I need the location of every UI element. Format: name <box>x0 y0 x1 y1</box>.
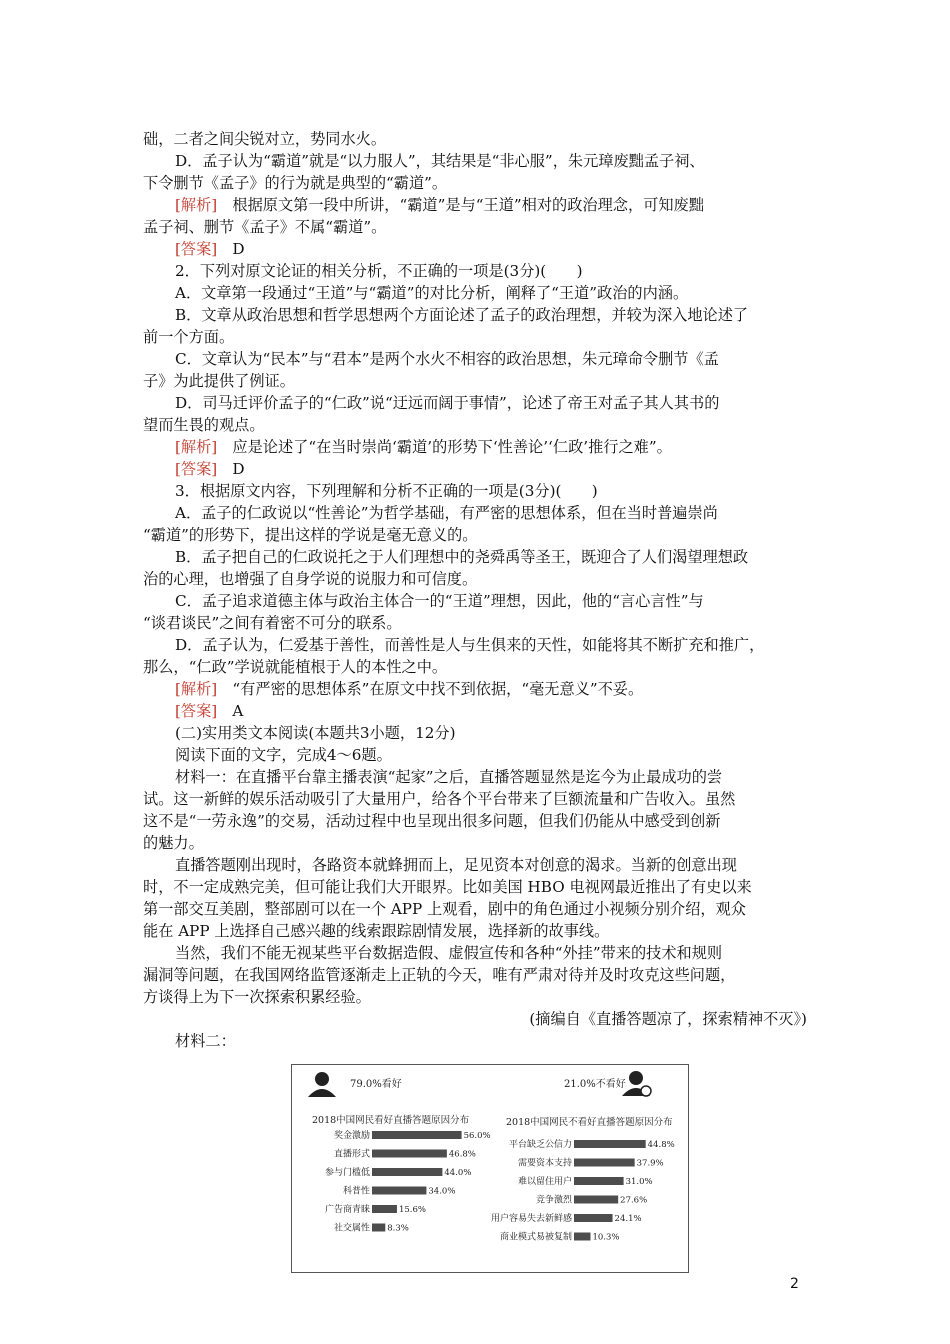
bar-value-label: 10.3% <box>592 1232 620 1243</box>
bar-category-label: 用户容易失去新鲜感 <box>490 1214 572 1224</box>
answer-tag: [答案] <box>175 702 218 720</box>
question-2: 2．下列对原文论证的相关分析，不正确的一项是(3分)( ) <box>175 262 583 280</box>
chart-left-title: 2018中国网民看好直播答题原因分布 <box>312 1115 470 1126</box>
person-icon <box>622 1071 651 1096</box>
analysis-line <box>175 194 845 216</box>
bar-value-label: 8.3% <box>387 1223 409 1234</box>
bar-category-label: 直播形式 <box>333 1149 370 1160</box>
text-line: 第一部交互美剧，整部剧可以在一个 APP 上观看，剧中的角色通过小视频分别介绍，观众 <box>143 900 746 918</box>
answer-text: D <box>232 460 245 478</box>
bar-category-label: 参与门槛低 <box>324 1168 370 1178</box>
bar-value-label: 24.1% <box>614 1214 642 1224</box>
bar-value-label: 15.6% <box>398 1205 426 1215</box>
answer-tag: [答案] <box>175 460 218 478</box>
bar <box>372 1224 385 1232</box>
analysis-tag: [解析] <box>175 680 218 698</box>
chart-right-badge: 21.0%不看好 <box>564 1079 626 1090</box>
option-a: A．孟子的仁政说以“性善论”为哲学基础，有严密的思想体系，但在当时普遍崇尚 <box>175 504 718 522</box>
text-line: 前一个方面。 <box>143 328 235 346</box>
text-line: 望而生畏的观点。 <box>143 416 265 434</box>
material-2-label: 材料二： <box>175 1032 236 1050</box>
chart-left-bars <box>325 1129 491 1234</box>
bar-category-label: 商业模式易被复制 <box>499 1232 572 1243</box>
text-line: 治的心理，也增强了自身学说的说服力和可信度。 <box>143 570 478 588</box>
text-line: 孟子祠、删节《孟子》不属“霸道”。 <box>143 218 387 236</box>
bar-category-label: 难以留住用户 <box>517 1177 572 1187</box>
bar-value-label: 46.8% <box>448 1149 476 1160</box>
bar-category-label: 社交属性 <box>333 1223 370 1234</box>
option-d: D．司马迁评价孟子的“仁政”说“迂远而阔于事情”，论述了帝王对孟子其人其书的 <box>175 394 720 412</box>
bar-value-label: 56.0% <box>463 1131 491 1141</box>
bar-value-label: 27.6% <box>620 1195 648 1206</box>
option-b: B．文章从政治思想和哲学思想两个方面论述了孟子的政治理想，并较为深入地论述了 <box>175 306 749 324</box>
text-line: 这不是“一劳永逸”的交易，活动过程中也呈现出很多问题，但我们仍能从中感受到创新 <box>143 812 721 830</box>
paragraph-start: 直播答题刚出现时，各路资本就蜂拥而上，足见资本对创意的渴求。当新的创意出现 <box>175 856 737 874</box>
bar-value-label: 44.8% <box>647 1140 675 1150</box>
text-line: “霸道”的形势下，提出这样的学说是毫无意义的。 <box>143 526 478 544</box>
bar <box>372 1187 426 1195</box>
source-citation: (摘编自《直播答题凉了，探索精神不灭》) <box>529 1010 807 1028</box>
chart-svg <box>292 1065 688 1272</box>
paragraph-start: 当然，我们不能无视某些平台数据造假、虚假宣传和各种“外挂”带来的技术和规则 <box>175 944 723 962</box>
text-line: 时，不一定成熟完美，但可能让我们大开眼界。比如美国 HBO 电视网最近推出了有史以来 <box>143 878 752 896</box>
analysis-tag: [解析] <box>175 438 218 456</box>
bar-value-label: 37.9% <box>636 1158 664 1169</box>
bar <box>372 1168 442 1176</box>
answer-line <box>175 700 845 722</box>
bar <box>372 1150 447 1158</box>
bar <box>372 1205 397 1213</box>
text-line: 的魅力。 <box>143 834 204 852</box>
bar-value-label: 44.0% <box>444 1168 472 1178</box>
material-1-line: 材料一：在直播平台靠主播表演“起家”之后，直播答题显然是迄今为止最成功的尝 <box>175 768 723 786</box>
bar <box>574 1159 635 1167</box>
bar <box>574 1177 624 1185</box>
answer-line <box>175 238 845 260</box>
bar-category-label: 科普性 <box>342 1186 370 1197</box>
chart-right-bars <box>491 1138 675 1243</box>
person-icon <box>308 1072 336 1097</box>
answer-text: D <box>232 240 245 258</box>
text-line: 能在 APP 上选择自己感兴趣的线索跟踪剧情发展，选择新的故事线。 <box>143 922 610 940</box>
chart-figure <box>291 1064 689 1273</box>
answer-tag: [答案] <box>175 240 218 258</box>
option-c: C．孟子追求道德主体与政治主体合一的“王道”理想，因此，他的“言心言性”与 <box>175 592 704 610</box>
option-a: A．文章第一段通过“王道”与“霸道”的对比分析，阐释了“王道”政治的内涵。 <box>175 284 689 302</box>
text-line: 础，二者之间尖锐对立，势同水火。 <box>143 130 386 148</box>
section-heading: (二)实用类文本阅读(本题共3小题，12分) <box>175 724 456 742</box>
text-line: 漏洞等问题，在我国网络监管逐渐走上正轨的今天，唯有严肃对待并及时攻克这些问题， <box>143 966 736 984</box>
bar <box>574 1140 646 1148</box>
bar-category-label: 广告商青睐 <box>324 1205 370 1215</box>
analysis-line <box>175 436 845 458</box>
analysis-text: 应是论述了“在当时崇尚‘霸道’的形势下‘性善论’‘仁政’推行之难”。 <box>232 438 672 456</box>
analysis-tag: [解析] <box>175 196 218 214</box>
bar-category-label: 奖金激励 <box>333 1131 370 1141</box>
option-b: B．孟子把自己的仁政说托之于人们理想中的尧舜禹等圣王，既迎合了人们渴望理想政 <box>175 548 749 566</box>
chart-right-title: 2018中国网民不看好直播答题原因分布 <box>506 1117 673 1128</box>
bar <box>574 1214 613 1222</box>
page-number: 2 <box>790 1276 799 1292</box>
bar-category-label: 平台缺乏公信力 <box>508 1140 572 1150</box>
text-line: “谈君谈民”之间有着密不可分的联系。 <box>143 614 402 632</box>
option-c: C．文章认为“民本”与“君本”是两个水火不相容的政治思想，朱元璋命令删节《孟 <box>175 350 719 368</box>
instruction: 阅读下面的文字，完成4～6题。 <box>175 746 392 764</box>
bar <box>574 1196 618 1204</box>
chart-left-badge: 79.0%看好 <box>350 1079 402 1090</box>
text-line: 方谈得上为下一次探索积累经验。 <box>143 988 371 1006</box>
text-line: 下令删节《孟子》的行为就是典型的“霸道”。 <box>143 174 448 192</box>
option-d: D．孟子认为“霸道”就是“以力服人”，其结果是“非心服”，朱元璋废黜孟子祠、 <box>175 152 705 170</box>
bar-value-label: 34.0% <box>428 1186 456 1197</box>
text-line: 子》为此提供了例证。 <box>143 372 295 390</box>
option-d: D．孟子认为，仁爱基于善性，而善性是人与生俱来的天性，如能将其不断扩充和推广， <box>175 636 765 654</box>
analysis-text: “有严密的思想体系”在原文中找不到依据，“毫无意义”不妥。 <box>232 680 644 698</box>
text-line: 试。这一新鲜的娱乐活动吸引了大量用户，给各个平台带来了巨额流量和广告收入。虽然 <box>143 790 736 808</box>
analysis-text: 根据原文第一段中所讲，“霸道”是与“王道”相对的政治理念，可知废黜 <box>232 196 704 214</box>
text-line: 那么，“仁政”学说就能植根于人的本性之中。 <box>143 658 448 676</box>
analysis-line <box>175 678 845 700</box>
bar <box>372 1131 462 1139</box>
bar <box>574 1233 590 1241</box>
bar-category-label: 竞争激烈 <box>535 1195 572 1206</box>
answer-line <box>175 458 845 480</box>
bar-value-label: 31.0% <box>625 1177 653 1187</box>
question-3: 3．根据原文内容，下列理解和分析不正确的一项是(3分)( ) <box>175 482 598 500</box>
bar-category-label: 需要资本支持 <box>517 1158 572 1169</box>
answer-text: A <box>232 702 244 720</box>
